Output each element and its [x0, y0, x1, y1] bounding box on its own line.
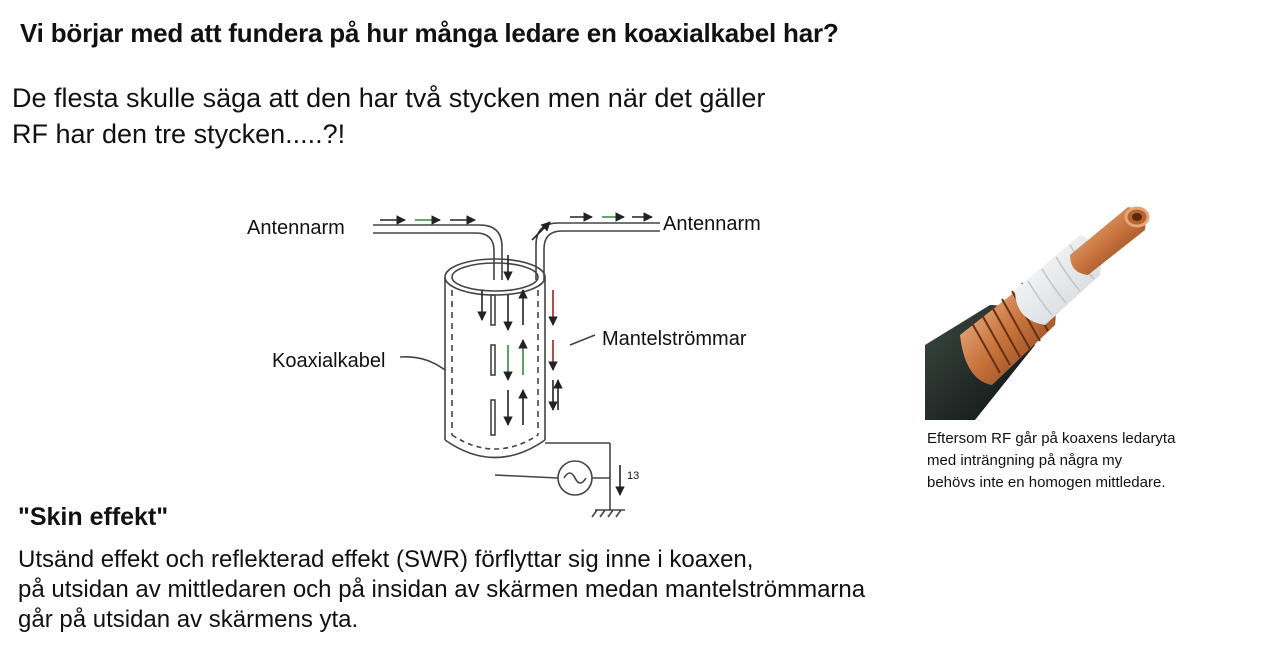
label-coax-cable: Koaxialkabel [272, 350, 386, 372]
photo-caption [927, 428, 1175, 494]
caption-line-1: Eftersom RF går på koaxens ledaryta [927, 430, 1176, 447]
center-conductor-segment [491, 295, 495, 325]
coax-diagram [240, 195, 660, 520]
leader-coax [400, 357, 445, 370]
page-title: Vi börjar med att fundera på hur många ledare en koaxialkabel har? [20, 18, 839, 48]
skin-line-2: på utsidan av mittledaren och på insidan av skärmen medan mantelströmmarna [18, 576, 866, 603]
caption-line-3: behövs inte en homogen mittledare. [927, 474, 1166, 491]
cable-top-ellipse [445, 259, 545, 295]
coax-cable-photo [920, 195, 1160, 420]
skin-effect-text [18, 545, 865, 635]
label-antenna-left: Antennarm [247, 217, 345, 239]
caption-line-2: med inträngning på några my [927, 452, 1123, 469]
label-antenna-right: Antennarm [663, 213, 761, 235]
label-mantle-currents: Mantelströmmar [602, 328, 747, 350]
skin-line-3: går på utsidan av skärmens yta. [18, 606, 359, 633]
label-figure-number: 13 [627, 470, 640, 482]
intro-line-2: RF har den tre stycken.....?! [12, 119, 346, 149]
skin-line-1: Utsänd effekt och reflekterad effekt (SWR) förflyttar sig inne i koaxen, [18, 546, 754, 573]
intro-line-1: De flesta skulle säga att den har två stycken men när det gäller [12, 83, 766, 113]
skin-effect-heading: "Skin effekt" [18, 503, 169, 531]
intro-text [12, 80, 765, 152]
